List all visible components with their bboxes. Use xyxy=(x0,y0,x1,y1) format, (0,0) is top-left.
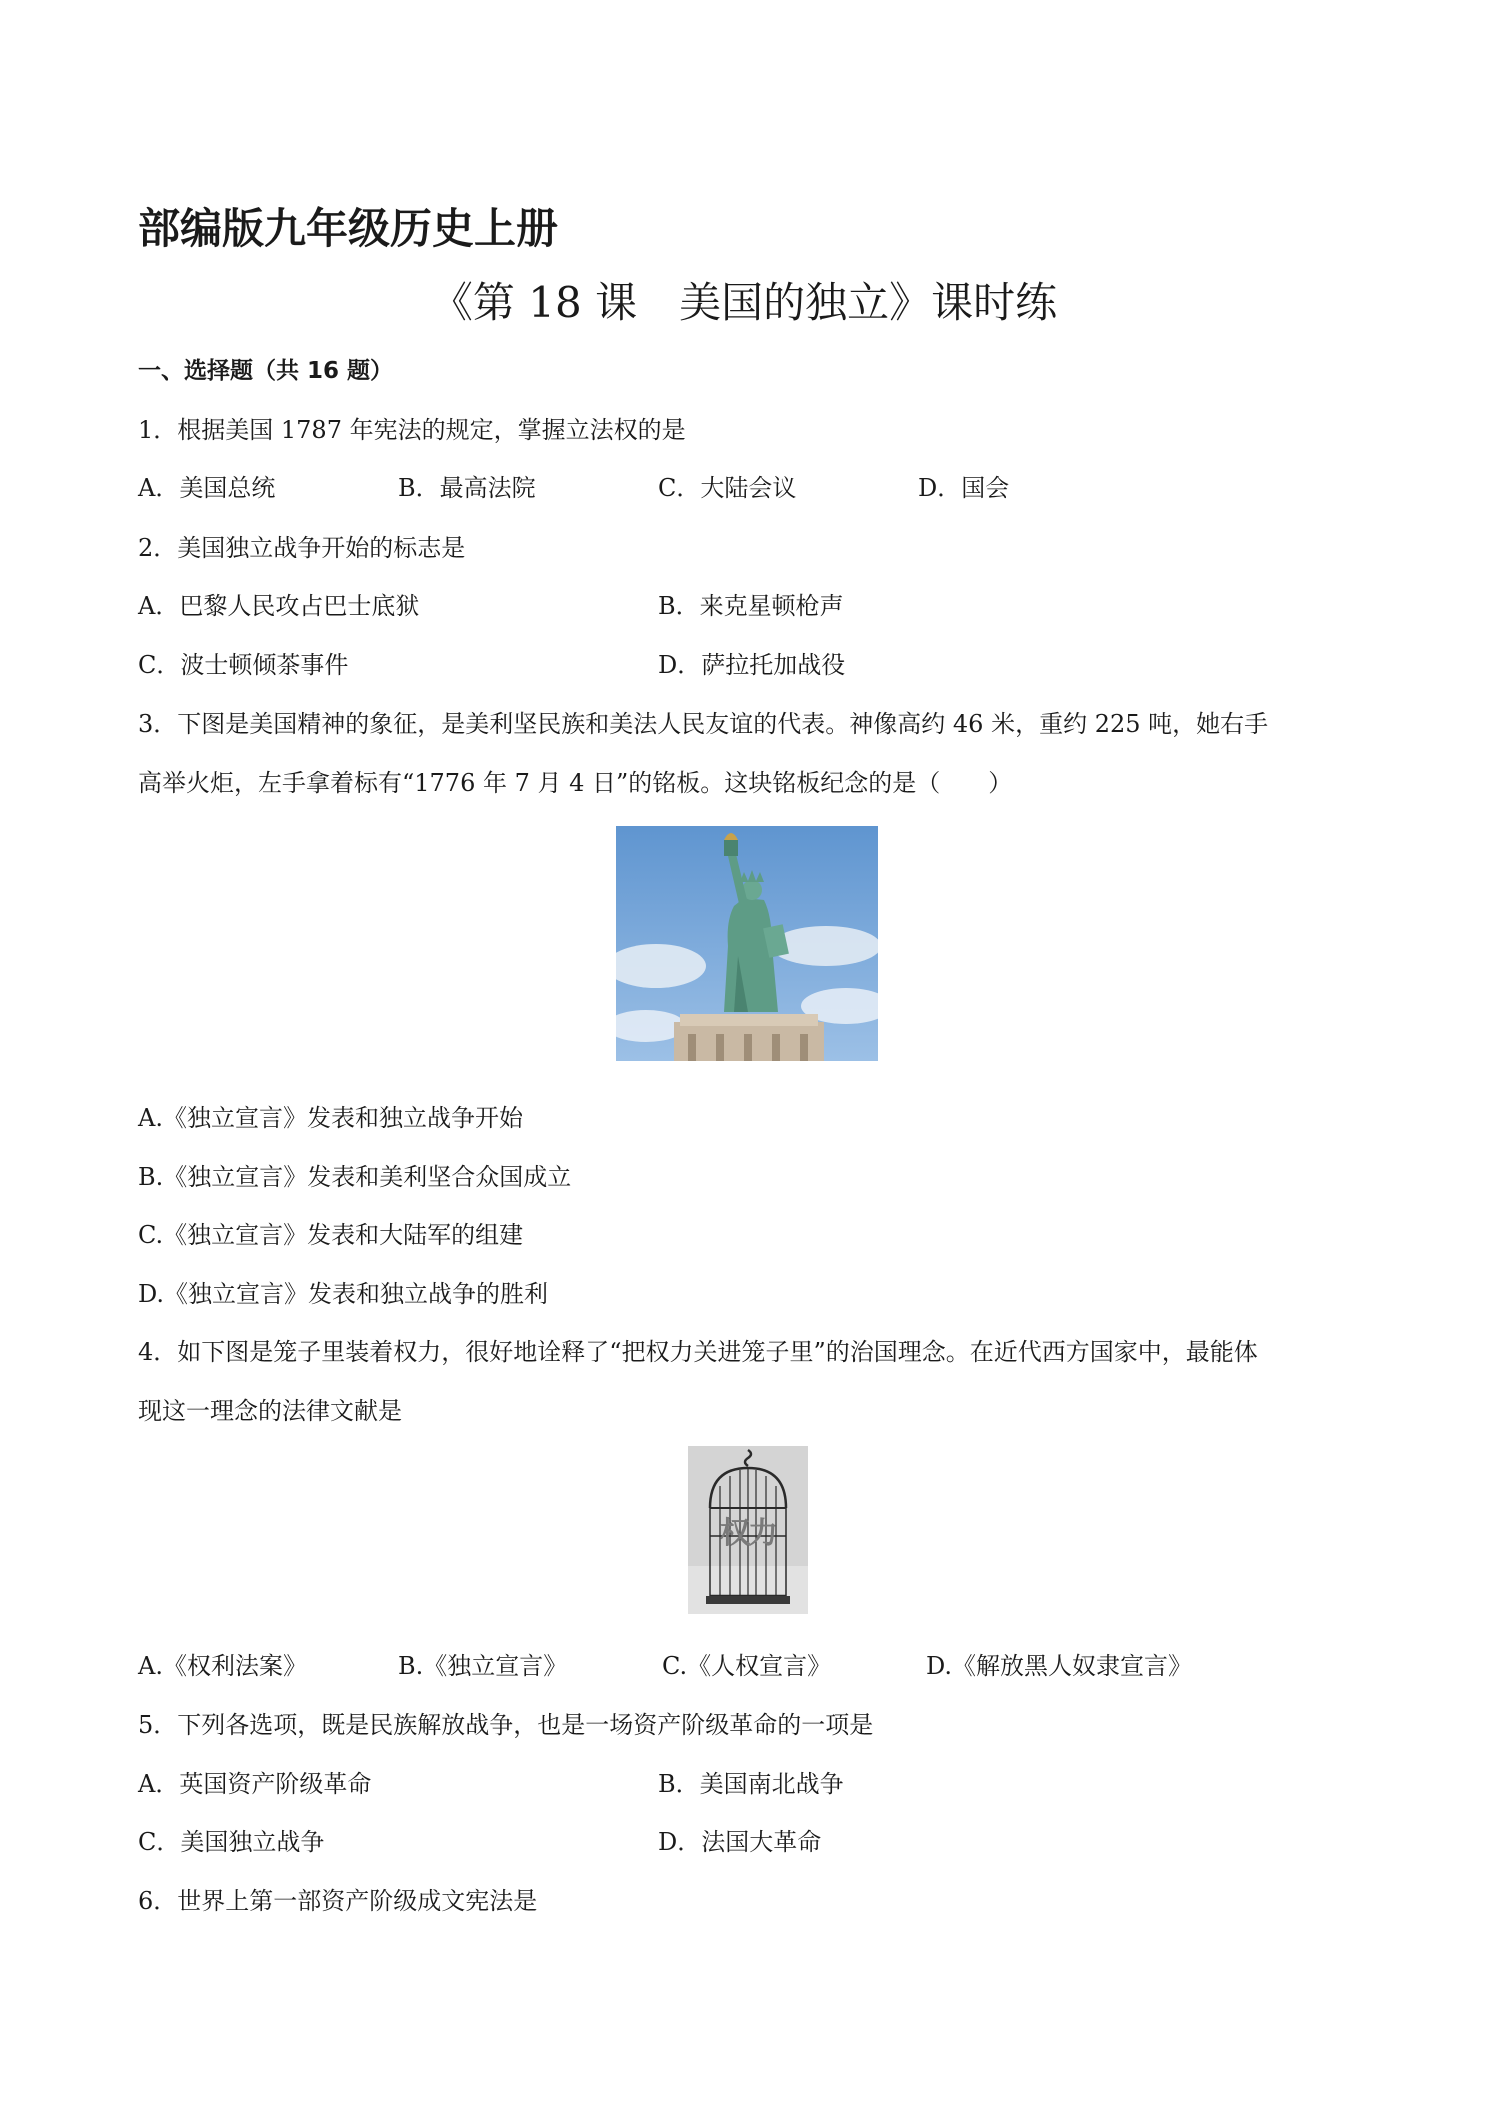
question-3-stem-line1: 3．下图是美国精神的象征，是美利坚民族和美法人民友谊的代表。神像高约 46 米，重约 225 吨，她右手 xyxy=(138,710,1269,738)
q4-option-b[interactable]: B.《独立宣言》 xyxy=(398,1652,568,1680)
doc-title-line1: 部编版九年级历史上册 xyxy=(138,204,559,253)
question-4-stem-line2: 现这一理念的法律文献是 xyxy=(138,1397,402,1425)
q2-option-a[interactable]: A．巴黎人民攻占巴士底狱 xyxy=(138,592,420,620)
question-6-stem: 6．世界上第一部资产阶级成文宪法是 xyxy=(138,1887,538,1915)
q5-option-d[interactable]: D．法国大革命 xyxy=(658,1828,822,1856)
q2-option-c[interactable]: C．波士顿倾茶事件 xyxy=(138,651,349,679)
q1-option-b[interactable]: B．最高法院 xyxy=(398,474,536,502)
q5-option-a[interactable]: A．英国资产阶级革命 xyxy=(138,1770,372,1798)
question-1-stem: 1．根据美国 1787 年宪法的规定，掌握立法权的是 xyxy=(138,416,686,444)
q5-option-c[interactable]: C．美国独立战争 xyxy=(138,1828,325,1856)
q3-option-c[interactable]: C.《独立宣言》发表和大陆军的组建 xyxy=(138,1221,524,1249)
q2-option-b[interactable]: B．来克星顿枪声 xyxy=(658,592,844,620)
q2-option-d[interactable]: D．萨拉托加战役 xyxy=(658,651,846,679)
question-3-stem-line2: 高举火炬，左手拿着标有“1776 年 7 月 4 日”的铭板。这块铭板纪念的是（ ） xyxy=(138,769,1013,797)
statue-of-liberty-icon xyxy=(616,826,878,1061)
q3-option-a[interactable]: A.《独立宣言》发表和独立战争开始 xyxy=(138,1104,523,1132)
cage-text: 权力 xyxy=(720,1516,776,1551)
q4-option-c[interactable]: C.《人权宣言》 xyxy=(662,1652,832,1680)
q5-option-b[interactable]: B．美国南北战争 xyxy=(658,1770,844,1798)
q1-option-a[interactable]: A．美国总统 xyxy=(138,474,276,502)
q1-option-c[interactable]: C．大陆会议 xyxy=(658,474,797,502)
question-5-stem: 5．下列各选项，既是民族解放战争，也是一场资产阶级革命的一项是 xyxy=(138,1711,874,1739)
section-heading: 一、选择题（共 16 题） xyxy=(138,358,394,384)
q1-option-d[interactable]: D．国会 xyxy=(918,474,1010,502)
q3-option-d[interactable]: D.《独立宣言》发表和独立战争的胜利 xyxy=(138,1280,549,1308)
statue-of-liberty-image xyxy=(616,826,878,1061)
q3-option-b[interactable]: B.《独立宣言》发表和美利坚合众国成立 xyxy=(138,1163,572,1191)
q4-option-a[interactable]: A.《权利法案》 xyxy=(138,1652,307,1680)
q4-option-d[interactable]: D.《解放黑人奴隶宣言》 xyxy=(926,1652,1193,1680)
question-2-stem: 2．美国独立战争开始的标志是 xyxy=(138,534,466,562)
doc-title-line2: 《第 18 课 美国的独立》课时练 xyxy=(430,278,1058,327)
question-4-stem-line1: 4．如下图是笼子里装着权力，很好地诠释了“把权力关进笼子里”的治国理念。在近代西方国家中，最能体 xyxy=(138,1338,1258,1366)
birdcage-power-image xyxy=(688,1446,808,1614)
